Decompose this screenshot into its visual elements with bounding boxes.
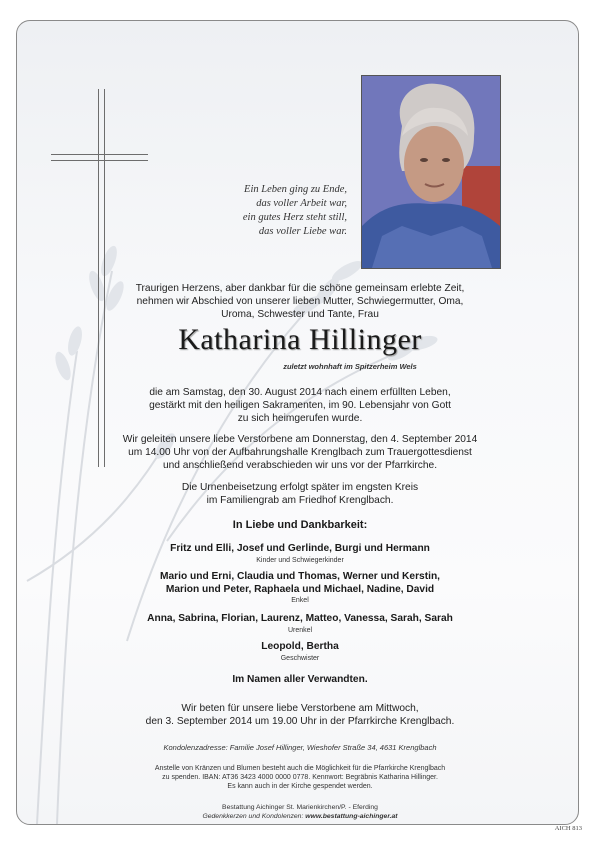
web-line	[90, 812, 510, 821]
funeral-line: und anschließend verabschieden wir uns vor der Pfarrkirche.	[162, 460, 438, 471]
cross-symbol-horizontal	[51, 154, 148, 161]
condolence-address: Kondolenzadresse: Familie Josef Hillinger, Wieshofer Straße 34, 4631 Krenglbach	[163, 743, 437, 752]
donation-line: Anstelle von Kränzen und Blumen besteht auch die Möglichkeit für die Pfarrkirche Krenglbach	[154, 765, 446, 772]
portrait-photo	[361, 75, 501, 269]
deceased-name: Katharina Hillinger	[178, 323, 422, 356]
urn-line: im Familiengrab am Friedhof Krenglbach.	[206, 495, 394, 506]
document-code: AICH 813	[554, 825, 582, 832]
funeral-line: um 14.00 Uhr von der Aufbahrungshalle Krenglbach zum Trauergottesdienst	[128, 447, 472, 458]
prayer-line: den 3. September 2014 um 19.00 Uhr in der Pfarrkirche Krenglbach.	[145, 716, 455, 727]
web-link[interactable]: www.bestattung-aichinger.at	[305, 813, 398, 820]
relatives-line: Im Namen aller Verwandten.	[232, 674, 368, 685]
deceased-name-block	[110, 323, 490, 357]
family-relation: Geschwister	[280, 654, 320, 662]
poem-line: das voller Arbeit war,	[256, 198, 347, 209]
cross-symbol-vertical	[98, 89, 105, 467]
condolence-block	[90, 743, 510, 752]
family-group-children	[110, 543, 490, 565]
funeral-line: Wir geleiten unsere liebe Verstorbene am Donnerstag, den 4. September 2014	[122, 434, 478, 445]
intro-line: Uroma, Schwester und Tante, Frau	[221, 309, 379, 320]
family-relation: Enkel	[291, 597, 309, 604]
poem-line: Ein Leben ging zu Ende,	[244, 184, 347, 195]
urn-line: Die Urnenbeisetzung erfolgt später im engsten Kreis	[181, 482, 419, 493]
prayer-text	[110, 702, 490, 728]
poem-line: ein gutes Herz steht still,	[242, 212, 347, 223]
love-heading-block	[110, 519, 490, 531]
family-group-siblings	[110, 641, 490, 663]
death-text	[110, 386, 490, 425]
urn-text	[110, 481, 490, 507]
intro-text	[110, 282, 490, 321]
undertaker-name: Bestattung Aichinger St. Marienkirchen/P. - Eferding	[222, 804, 378, 811]
love-heading: In Liebe und Dankbarkeit:	[232, 519, 368, 531]
family-relation: Urenkel	[287, 626, 313, 634]
family-names: Marion und Peter, Raphaela und Michael, Nadine, David	[165, 583, 435, 595]
family-relation: Kinder und Schwiegerkinder	[256, 556, 344, 564]
residence-block	[160, 362, 540, 371]
death-line: zu sich heimgerufen wurde.	[237, 413, 363, 424]
death-line: die am Samstag, den 30. August 2014 nach einem erfüllten Leben,	[149, 387, 451, 398]
funeral-text	[110, 433, 490, 472]
undertaker-block	[90, 803, 510, 821]
family-group-grandchildren	[110, 571, 490, 605]
poem-line: das voller Liebe war.	[258, 226, 347, 237]
family-names: Leopold, Bertha	[261, 641, 339, 652]
death-line: gestärkt mit den heiligen Sakramenten, im 90. Lebensjahr von Gott	[149, 400, 451, 411]
family-names: Mario und Erni, Claudia und Thomas, Werner und Kerstin,	[160, 571, 440, 582]
donation-block	[90, 764, 510, 791]
web-prefix: Gedenkkerzen und Kondolenzen:	[202, 813, 306, 820]
relatives-block	[110, 674, 490, 687]
intro-line: nehmen wir Abschied von unserer lieben Mutter, Schwiegermutter, Oma,	[136, 296, 464, 307]
donation-line: zu spenden. IBAN: AT36 3423 4000 0000 0778. Kennwort: Begräbnis Katharina Hillinger.	[162, 774, 438, 781]
family-names: Fritz und Elli, Josef und Gerlinde, Burgi und Hermann	[170, 543, 430, 554]
family-names: Anna, Sabrina, Florian, Laurenz, Matteo, Vanessa, Sarah, Sarah	[147, 613, 453, 624]
memorial-poem	[167, 183, 347, 239]
donation-line: Es kann auch in der Kirche gespendet werden.	[227, 783, 373, 790]
family-group-great-grandchildren	[110, 613, 490, 635]
residence-note: zuletzt wohnhaft im Spitzerheim Wels	[283, 362, 417, 371]
prayer-line: Wir beten für unsere liebe Verstorbene am Mittwoch,	[181, 703, 419, 714]
intro-line: Traurigen Herzens, aber dankbar für die schöne gemeinsam erlebte Zeit,	[135, 283, 465, 294]
